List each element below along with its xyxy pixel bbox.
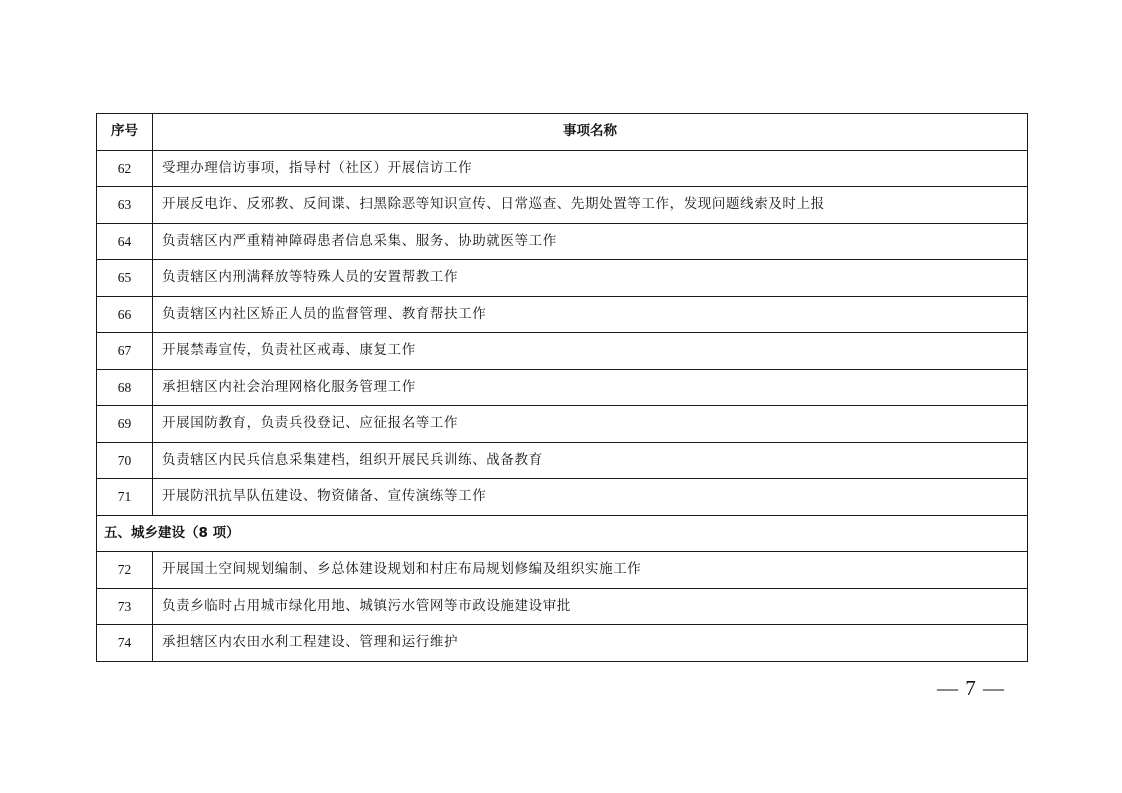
row-item: 承担辖区内社会治理网格化服务管理工作 [153, 369, 1028, 406]
row-number: 72 [97, 552, 153, 589]
row-number: 66 [97, 296, 153, 333]
row-number: 62 [97, 150, 153, 187]
row-item: 受理办理信访事项，指导村（社区）开展信访工作 [153, 150, 1028, 187]
table-row [97, 333, 1028, 370]
table-row [97, 479, 1028, 516]
table-row [97, 260, 1028, 297]
header-number: 序号 [97, 114, 153, 151]
page-number: — 7 — [937, 676, 1005, 700]
table-row [97, 150, 1028, 187]
row-item: 负责辖区内民兵信息采集建档，组织开展民兵训练、战备教育 [153, 442, 1028, 479]
table-row [97, 223, 1028, 260]
row-number: 70 [97, 442, 153, 479]
row-item: 负责辖区内社区矫正人员的监督管理、教育帮扶工作 [153, 296, 1028, 333]
table-row [97, 588, 1028, 625]
row-item: 负责辖区内刑满释放等特殊人员的安置帮教工作 [153, 260, 1028, 297]
row-item: 开展反电诈、反邪教、反间谍、扫黑除恶等知识宣传、日常巡查、先期处置等工作，发现问题线索及时上报 [153, 187, 1028, 224]
table-row [97, 406, 1028, 443]
row-item: 开展禁毒宣传，负责社区戒毒、康复工作 [153, 333, 1028, 370]
row-number: 65 [97, 260, 153, 297]
table-row [97, 625, 1028, 662]
matters-table [96, 113, 1028, 662]
row-number: 68 [97, 369, 153, 406]
section-row [97, 515, 1028, 552]
table-row [97, 369, 1028, 406]
row-number: 64 [97, 223, 153, 260]
row-number: 67 [97, 333, 153, 370]
section-title: 五、城乡建设（8 项） [97, 515, 1028, 552]
table-row [97, 442, 1028, 479]
row-number: 73 [97, 588, 153, 625]
table-row [97, 296, 1028, 333]
row-number: 71 [97, 479, 153, 516]
row-item: 承担辖区内农田水利工程建设、管理和运行维护 [153, 625, 1028, 662]
row-item: 开展防汛抗旱队伍建设、物资储备、宣传演练等工作 [153, 479, 1028, 516]
row-number: 63 [97, 187, 153, 224]
row-number: 69 [97, 406, 153, 443]
row-item: 负责辖区内严重精神障碍患者信息采集、服务、协助就医等工作 [153, 223, 1028, 260]
table-row [97, 552, 1028, 589]
row-item: 负责乡临时占用城市绿化用地、城镇污水管网等市政设施建设审批 [153, 588, 1028, 625]
row-item: 开展国防教育，负责兵役登记、应征报名等工作 [153, 406, 1028, 443]
row-number: 74 [97, 625, 153, 662]
table-row [97, 187, 1028, 224]
header-item-name: 事项名称 [153, 114, 1028, 151]
table-header-row [97, 114, 1028, 151]
row-item: 开展国土空间规划编制、乡总体建设规划和村庄布局规划修编及组织实施工作 [153, 552, 1028, 589]
